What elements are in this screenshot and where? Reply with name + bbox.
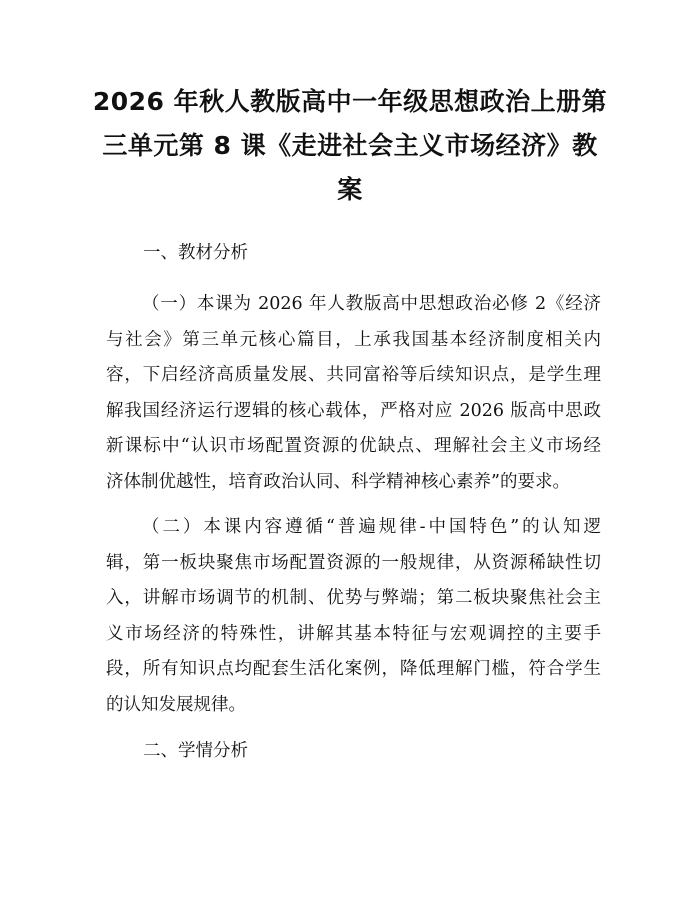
paragraph-line: 辑，第一板块聚焦市场配置资源的一般规律，从资源稀缺性切	[106, 552, 601, 573]
paragraph-line: 新课标中“认识市场配置资源的优缺点、理解社会主义市场经	[106, 436, 601, 456]
title-line-2: 三单元第 8 课《走进社会主义市场经济》教	[102, 131, 598, 160]
paragraph-line: （一）本课为 2026 年人教版高中思想政治必修 2《经济	[142, 294, 601, 314]
paragraph-line: 入，讲解市场调节的机制、优势与弊端；第二板块聚焦社会主	[106, 588, 601, 608]
paragraph-line: 解我国经济运行逻辑的核心载体，严格对应 2026 版高中思政	[106, 400, 601, 421]
paragraph-line: 段，所有知识点均配套生活化案例，降低理解门槛，符合学生	[106, 659, 601, 679]
paragraph-line: 济体制优越性，培育政治认同、科学精神核心素养”的要求。	[106, 471, 570, 492]
paragraph-line: 与社会》第三单元核心篇目，上承我国基本经济制度相关内	[106, 329, 601, 350]
title-line-3: 案	[337, 175, 363, 204]
section-heading-student-analysis: 二、学情分析	[143, 741, 248, 761]
paragraph-textbook-2	[106, 510, 601, 723]
title-line-1: 2026 年秋人教版高中一年级思想政治上册第	[92, 87, 608, 116]
section-heading-textbook-analysis: 一、教材分析	[143, 243, 248, 263]
paragraph-line: 义市场经济的特殊性，讲解其基本特征与宏观调控的主要手	[106, 623, 601, 644]
paragraph-line: 的认知发展规律。	[106, 694, 246, 715]
paragraph-textbook-1	[106, 287, 601, 500]
paragraph-line: （二）本课内容遵循“普遍规律-中国特色”的认知逻	[142, 517, 601, 537]
document-title	[92, 80, 608, 212]
paragraph-line: 容，下启经济高质量发展、共同富裕等后续知识点，是学生理	[106, 365, 601, 385]
